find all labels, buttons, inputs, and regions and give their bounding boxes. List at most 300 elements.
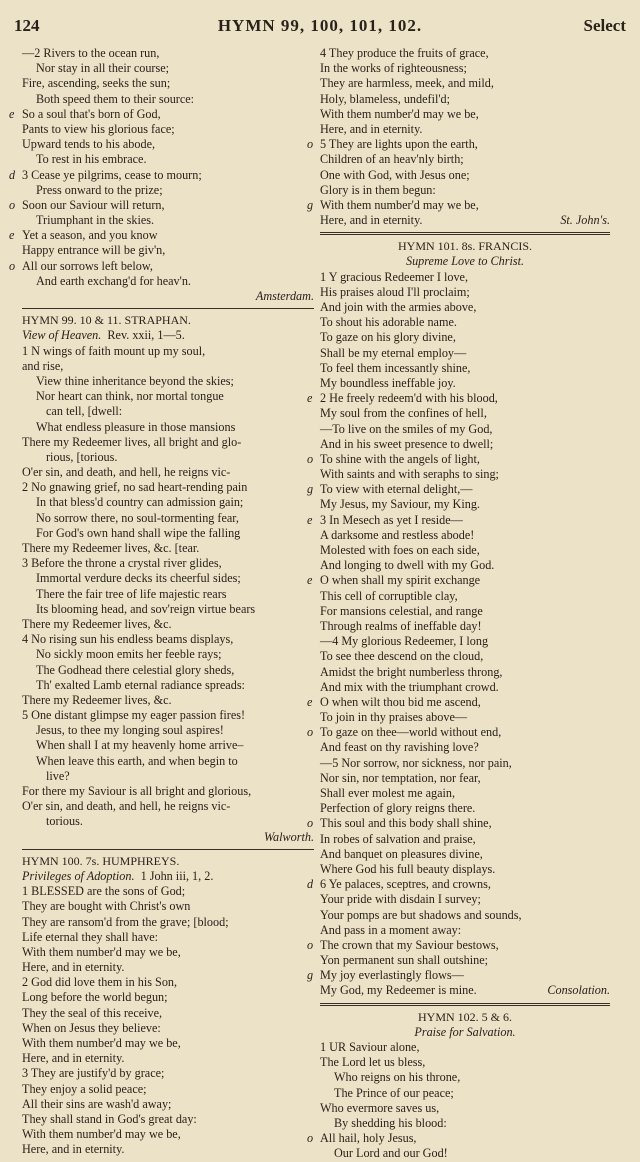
verse-line — [22, 374, 314, 389]
dynamic-mark: o — [307, 937, 314, 952]
verse-line — [320, 740, 610, 755]
verse-line — [320, 1146, 610, 1161]
verse-line — [307, 816, 610, 831]
verse-text: O'er sin, and death, and hell, he reigns vic- — [22, 799, 231, 814]
verse-text: To rest in his embrace. — [36, 152, 147, 167]
verse-text: —To live on the smiles of my God, — [320, 421, 493, 436]
verse-line — [22, 754, 314, 769]
verse-text: 3 Cease ye pilgrims, cease to mourn; — [22, 167, 202, 182]
verse-line — [22, 46, 314, 61]
verse-text: My God, my Redeemer is mine. — [320, 983, 477, 998]
verse-line — [307, 512, 610, 528]
verse-line — [307, 694, 610, 710]
hymn-subtitle: Praise for Salvation. — [414, 1024, 516, 1039]
verse-line — [22, 274, 314, 289]
verse-line — [320, 46, 610, 61]
dynamic-mark: o — [307, 816, 314, 831]
verse-line — [320, 862, 610, 877]
verse-line — [22, 814, 314, 829]
verse-line — [320, 467, 610, 482]
divider — [22, 308, 314, 309]
dynamic-mark: g — [307, 197, 314, 212]
verse-line — [320, 528, 610, 543]
verse-text: With them number'd may we be, — [22, 1036, 181, 1050]
verse-text: 2 No gnawing grief, no sad heart-rending pain — [22, 480, 248, 495]
verse-line — [22, 899, 314, 914]
hymn-101-verses — [307, 269, 610, 984]
verse-line — [320, 285, 610, 300]
verse-text: My Jesus, my Saviour, my King. — [320, 497, 480, 512]
verse-line — [22, 663, 314, 678]
verse-text: Happy entrance will be giv'n, — [22, 243, 166, 258]
verse-text: With them number'd may we be, — [22, 1127, 181, 1142]
verse-text: They shall stand in God's great day: — [22, 1111, 197, 1126]
verse-text: Th' exalted Lamb eternal radiance spreads: — [36, 677, 245, 692]
dynamic-mark: o — [307, 137, 314, 152]
verse-text: Fire, ascending, seeks the sun; — [22, 76, 171, 91]
verse-text: 3 In Mesech as yet I reside— — [320, 512, 463, 527]
hymn-subtitle: Supreme Love to Christ. — [405, 254, 525, 269]
verse-text: And earth exchang'd for heav'n. — [36, 273, 191, 288]
verse-text: No sickly moon emits her feeble rays; — [36, 647, 222, 662]
verse-line — [22, 389, 314, 404]
attribution: St. John's. — [560, 213, 610, 228]
verse-line — [22, 1006, 314, 1021]
verse-text: His praises aloud I'll proclaim; — [320, 284, 470, 299]
verse-line — [22, 61, 314, 76]
hymn-heading: HYMN 99. 10 & 11. STRAPHAN. — [22, 313, 191, 328]
verse-line — [22, 122, 314, 137]
verse-line — [320, 832, 610, 847]
verse-text: Both speed them to their source: — [36, 91, 195, 106]
dynamic-mark: e — [307, 512, 313, 527]
verse-line — [320, 361, 610, 376]
verse-text: With them number'd may we be, — [320, 197, 479, 212]
verse-text: There my Redeemer lives, &c. — [22, 616, 172, 631]
verse-line — [320, 168, 610, 183]
verse-text: live? — [46, 768, 70, 783]
verse-text: By shedding his blood: — [334, 1115, 447, 1130]
verse-line — [22, 975, 314, 990]
verse-text: 4 They produce the fruits of grace, — [320, 46, 489, 60]
verse-line — [320, 649, 610, 664]
verse-text: 4 No rising sun his endless beams displays, — [22, 632, 234, 647]
page-number: 124 — [14, 16, 40, 35]
attribution: Consolation. — [547, 983, 610, 998]
divider — [320, 1003, 610, 1006]
verse-text: Yet a season, and you know — [22, 228, 158, 243]
hymn-heading: HYMN 102. 5 & 6. — [417, 1009, 512, 1024]
verse-line — [320, 330, 610, 345]
verse-text: 3 Before the throne a crystal river glides, — [22, 556, 222, 571]
verse-line — [22, 708, 314, 723]
verse-text: Who reigns on his throne, — [334, 1070, 461, 1085]
dynamic-mark: o — [307, 1131, 314, 1146]
verse-line — [320, 604, 610, 619]
verse-line — [320, 107, 610, 122]
verse-line — [320, 406, 610, 421]
scripture-ref: Rev. xxii, 1—5. — [107, 328, 185, 343]
verse-line — [320, 270, 610, 285]
dynamic-mark: d — [9, 167, 16, 182]
verse-line-with-attribution — [320, 983, 610, 998]
verse-line — [22, 602, 314, 617]
verse-text: The Godhead there celestial glory sheds, — [36, 662, 235, 677]
verse-text: Nor sin, nor temptation, nor fear, — [320, 770, 481, 785]
verse-text: For there my Saviour is all bright and glorious, — [22, 784, 252, 798]
dynamic-mark: d — [307, 877, 314, 892]
verse-text: My soul from the confines of hell, — [320, 406, 487, 421]
verse-text: When leave this earth, and when begin to — [36, 753, 238, 768]
verse-line — [22, 1112, 314, 1127]
verse-line — [320, 892, 610, 907]
verse-text: All their sins are wash'd away; — [22, 1096, 172, 1111]
verse-text: To shine with the angels of light, — [320, 451, 480, 466]
verse-text: 2 He freely redeem'd with his blood, — [320, 391, 498, 406]
verse-line — [22, 495, 314, 510]
verse-line — [320, 152, 610, 167]
dynamic-mark: o — [307, 451, 314, 466]
verse-line — [22, 769, 314, 784]
verse-line — [320, 786, 610, 801]
verse-line — [22, 617, 314, 632]
hymn-heading: HYMN 101. 8s. FRANCIS. — [397, 239, 533, 254]
hymn-100-verses — [22, 884, 314, 1157]
verse-text: 5 One distant glimpse my eager passion fires! — [22, 708, 246, 723]
verse-text: They are harmless, meek, and mild, — [320, 76, 494, 91]
verse-text: 5 They are lights upon the earth, — [320, 137, 478, 152]
verse-line — [320, 665, 610, 680]
verse-text: Here, and in eternity. — [320, 213, 423, 228]
verse-text: Glory is in them begun: — [320, 182, 436, 197]
verse-line — [22, 738, 314, 753]
page-header — [14, 8, 626, 38]
verse-text: Soon our Saviour will return, — [22, 197, 165, 212]
verse-text: Your pomps are but shadows and sounds, — [320, 907, 522, 922]
verse-line — [320, 543, 610, 558]
verse-text: The Lord let us bless, — [320, 1055, 426, 1070]
verse-line — [22, 480, 314, 495]
verse-line — [307, 573, 610, 588]
hymn-subtitle — [22, 328, 314, 343]
verse-text: —4 My glorious Redeemer, I long — [320, 634, 489, 649]
verse-text: And feast on thy ravishing love? — [320, 740, 479, 755]
verse-text: Children of an heav'nly birth; — [320, 152, 464, 167]
verse-text: And join with the armies above, — [320, 300, 477, 314]
verse-line — [320, 376, 610, 391]
verse-line — [9, 197, 314, 213]
verse-text: —5 Nor sorrow, nor sickness, nor pain, — [320, 755, 512, 770]
verse-text: can tell, [dwell: — [46, 404, 123, 419]
verse-text: They are bought with Christ's own — [22, 899, 191, 914]
verse-line — [320, 422, 610, 437]
verse-line — [22, 723, 314, 738]
dynamic-mark: g — [307, 482, 314, 497]
verse-text: And pass in a moment away: — [320, 922, 462, 937]
verse-text: Here, and in eternity. — [22, 960, 125, 975]
verse-line — [320, 1070, 610, 1085]
verse-text: Shall be my eternal employ— — [320, 345, 467, 360]
verse-line — [22, 213, 314, 228]
verse-text: There my Redeemer lives, &c. [tear. — [22, 541, 200, 555]
verse-line — [320, 122, 610, 137]
dynamic-mark: e — [307, 573, 313, 588]
dynamic-mark: e — [9, 228, 15, 243]
verse-text: Press onward to the prize; — [36, 182, 163, 197]
verse-line — [22, 784, 314, 799]
verse-line — [320, 558, 610, 573]
dynamic-mark: e — [307, 391, 313, 406]
verse-line — [22, 799, 314, 814]
verse-line — [320, 847, 610, 862]
verse-text: With them number'd may we be, — [320, 106, 479, 121]
verse-text: 1 BLESSED are the sons of God; — [22, 884, 186, 899]
verse-text: Pants to view his glorious face; — [22, 121, 175, 136]
subtitle-text: View of Heaven. — [22, 328, 102, 343]
verse-line — [320, 589, 610, 604]
verse-line — [307, 482, 610, 497]
dynamic-mark: e — [9, 106, 15, 121]
verse-text: O when wilt thou bid me ascend, — [320, 694, 481, 709]
attribution: Walworth. — [263, 829, 314, 844]
verse-line — [22, 465, 314, 480]
verse-text: 1 Y gracious Redeemer I love, — [320, 269, 468, 284]
verse-line — [22, 152, 314, 167]
verse-line — [22, 1066, 314, 1081]
verse-text: No sorrow there, no soul-tormenting fear, — [36, 510, 239, 525]
verse-line — [22, 1082, 314, 1097]
verse-text: 6 Ye palaces, sceptres, and crowns, — [320, 877, 491, 892]
verse-line — [320, 923, 610, 938]
verse-line — [320, 756, 610, 771]
verse-line-with-attribution — [320, 213, 610, 228]
verse-line — [320, 634, 610, 649]
verse-text: 1 N wings of faith mount up my soul, — [22, 343, 206, 358]
verse-text: The crown that my Saviour bestows, — [320, 937, 499, 952]
verse-text: To gaze on thee—world without end, — [320, 725, 502, 740]
verse-line — [320, 92, 610, 107]
verse-line — [307, 451, 610, 467]
verse-line — [320, 619, 610, 634]
verse-text: All hail, holy Jesus, — [320, 1131, 417, 1146]
verse-text: There the fair tree of life majestic rears — [36, 586, 227, 601]
verse-line — [307, 391, 610, 406]
verse-line — [307, 968, 610, 983]
verse-text: Jesus, to thee my longing soul aspires! — [36, 723, 224, 738]
verse-line — [307, 1131, 610, 1146]
scripture-ref: 1 John iii, 1, 2. — [140, 868, 214, 883]
subtitle-text: Privileges of Adoption. — [22, 868, 135, 883]
verse-text: To see thee descend on the cloud, — [320, 649, 484, 664]
verse-text: My boundless ineffable joy. — [320, 375, 456, 390]
verse-text: For God's own hand shall wipe the falling — [36, 525, 241, 540]
verse-text: Triumphant in the skies. — [36, 213, 155, 228]
verse-text: Yon permanent sun shall outshine; — [320, 953, 489, 968]
divider — [22, 849, 314, 850]
verse-text: To feel them incessantly shine, — [320, 360, 471, 375]
verse-text: They enjoy a solid peace; — [22, 1081, 147, 1096]
verse-text: There my Redeemer lives, &c. — [22, 692, 172, 707]
verse-line — [22, 693, 314, 708]
verse-line — [22, 243, 314, 258]
verse-line — [320, 710, 610, 725]
verse-line — [22, 1021, 314, 1036]
verse-line — [320, 437, 610, 452]
hymn-98-continuation — [9, 46, 314, 289]
verse-line — [320, 801, 610, 816]
verse-line — [22, 541, 314, 556]
verse-line — [307, 725, 610, 740]
verse-text: rious, [torious. — [46, 449, 118, 464]
verse-text: Here, and in eternity. — [22, 1142, 125, 1157]
verse-text: Its blooming head, and sov'reign virtue bears — [36, 601, 256, 616]
verse-line — [22, 678, 314, 693]
dynamic-mark: e — [307, 694, 313, 709]
verse-line — [320, 908, 610, 923]
verse-text: Molested with foes on each side, — [320, 543, 480, 557]
verse-line — [22, 76, 314, 91]
verse-line — [9, 258, 314, 274]
verse-line — [320, 1040, 610, 1055]
verse-text: View thine inheritance beyond the skies; — [36, 373, 234, 388]
verse-text: Through realms of ineffable day! — [320, 618, 482, 633]
verse-line — [22, 420, 314, 435]
verse-line — [22, 137, 314, 152]
verse-text: In the works of righteousness; — [320, 61, 467, 76]
verse-line — [9, 106, 314, 122]
verse-text: Where God his full beauty displays. — [320, 861, 496, 876]
verse-line — [320, 497, 610, 512]
verse-text: They are ransom'd from the grave; [blood; — [22, 914, 229, 929]
verse-text: and rise, — [22, 358, 64, 373]
verse-text: 3 They are justify'd by grace; — [22, 1066, 165, 1081]
hymn-heading: HYMN 100. 7s. HUMPHREYS. — [22, 853, 180, 868]
verse-line — [9, 228, 314, 243]
verse-text: In that bless'd country can admission gain; — [36, 495, 244, 510]
verse-line — [22, 183, 314, 198]
verse-text: This soul and this body shall shine, — [320, 816, 492, 831]
verse-text: Life eternal they shall have: — [22, 929, 159, 944]
verse-line — [320, 680, 610, 695]
verse-text: —2 Rivers to the ocean run, — [22, 46, 160, 60]
verse-line — [22, 915, 314, 930]
verse-line — [9, 167, 314, 183]
verse-line — [320, 953, 610, 968]
verse-text: This cell of corruptible clay, — [320, 588, 458, 603]
verse-line — [22, 404, 314, 419]
verse-line — [320, 346, 610, 361]
verse-text: In robes of salvation and praise, — [320, 831, 476, 846]
verse-text: torious. — [46, 814, 83, 829]
verse-text: The Prince of our peace; — [334, 1085, 454, 1100]
verse-text: Perfection of glory reigns there. — [320, 801, 476, 816]
verse-line — [22, 647, 314, 662]
dynamic-mark: o — [9, 197, 16, 212]
verse-text: O when shall my spirit exchange — [320, 573, 481, 588]
verse-line — [22, 571, 314, 586]
verse-text: A darksome and restless abode! — [320, 527, 475, 542]
verse-line — [22, 632, 314, 647]
verse-line — [22, 526, 314, 541]
verse-line — [22, 344, 314, 359]
verse-line — [320, 771, 610, 786]
hymn-102-verses — [307, 1040, 610, 1162]
verse-line — [320, 1101, 610, 1116]
verse-line — [320, 1086, 610, 1101]
verse-line — [320, 1116, 610, 1131]
verse-text: Nor heart can think, nor mortal tongue — [36, 389, 224, 404]
verse-line — [307, 137, 610, 152]
verse-text: There my Redeemer lives, all bright and glo- — [22, 434, 242, 449]
verse-text: And longing to dwell with my God. — [320, 558, 495, 573]
verse-line — [22, 556, 314, 571]
verse-text: O'er sin, and death, and hell, he reigns vic- — [22, 465, 231, 480]
hymn-100-continuation — [307, 46, 610, 213]
verse-text: 2 God did love them in his Son, — [22, 975, 178, 990]
verse-text: Here, and in eternity. — [22, 1051, 125, 1066]
dynamic-mark: o — [307, 725, 314, 740]
verse-text: 1 UR Saviour alone, — [320, 1040, 420, 1054]
verse-line — [22, 587, 314, 602]
verse-text: What endless pleasure in those mansions — [36, 419, 236, 434]
running-title: HYMN 99, 100, 101, 102. — [217, 16, 423, 35]
verse-line — [22, 435, 314, 450]
verse-text: My joy everlastingly flows— — [320, 968, 464, 983]
verse-line — [307, 197, 610, 213]
verse-text: When on Jesus they believe: — [22, 1020, 161, 1035]
verse-line — [22, 1127, 314, 1142]
dynamic-mark: g — [307, 968, 314, 983]
verse-text: To shout his adorable name. — [320, 315, 457, 330]
verse-text: With them number'd may we be, — [22, 944, 181, 959]
verse-line — [307, 877, 610, 892]
verse-line — [320, 300, 610, 315]
verse-text: For mansions celestial, and range — [320, 603, 483, 618]
hymn-subtitle — [22, 869, 314, 884]
verse-line — [307, 937, 610, 953]
attribution: Amsterdam. — [255, 289, 314, 303]
verse-line — [22, 930, 314, 945]
verse-text: To join in thy praises above— — [320, 710, 468, 725]
right-column — [307, 46, 610, 1162]
verse-line — [22, 1097, 314, 1112]
verse-line — [22, 1142, 314, 1157]
verse-text: Here, and in eternity. — [320, 121, 423, 136]
verse-line — [22, 92, 314, 107]
verse-text: And mix with the triumphant crowd. — [320, 679, 499, 694]
verse-line — [320, 1055, 610, 1070]
verse-text: To gaze on his glory divine, — [320, 330, 456, 345]
hymn-99-verses — [22, 344, 314, 830]
verse-line — [22, 960, 314, 975]
verse-text: One with God, with Jesus one; — [320, 167, 470, 182]
verse-text: Our Lord and our God! — [334, 1146, 448, 1161]
verse-text: So a soul that's born of God, — [22, 106, 161, 121]
verse-text: Long before the world begun; — [22, 990, 168, 1005]
verse-text: Upward tends to his abode, — [22, 137, 156, 152]
verse-line — [22, 884, 314, 899]
verse-line — [22, 511, 314, 526]
verse-line — [320, 315, 610, 330]
verse-line — [320, 61, 610, 76]
verse-text: Nor stay in all their course; — [36, 61, 170, 76]
left-column — [9, 46, 314, 1158]
verse-line — [320, 76, 610, 91]
verse-text: Shall ever molest me again, — [320, 786, 456, 800]
verse-text: Who evermore saves us, — [320, 1100, 440, 1115]
verse-line — [22, 990, 314, 1005]
verse-line — [22, 1036, 314, 1051]
